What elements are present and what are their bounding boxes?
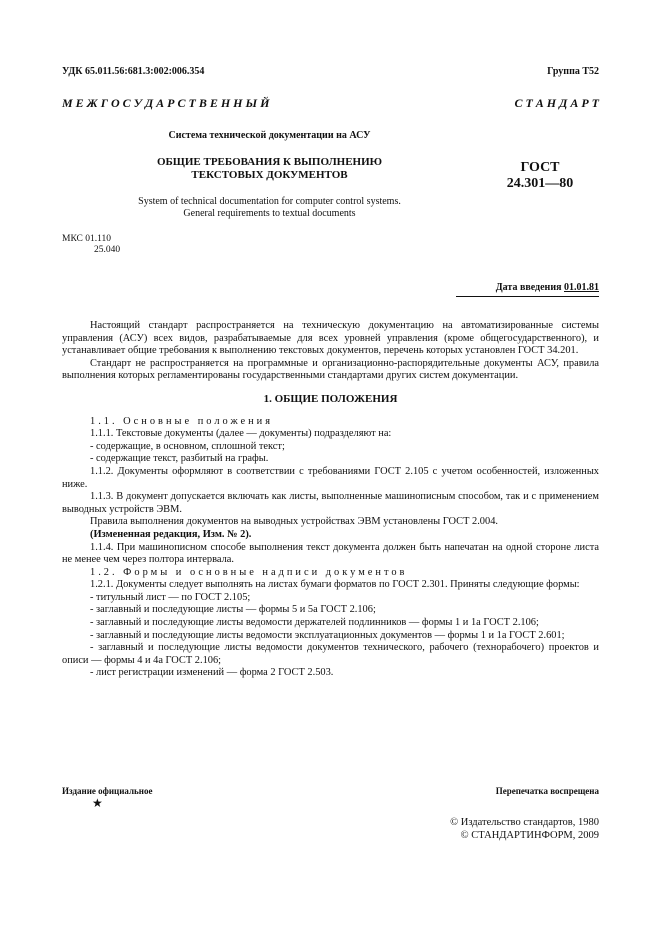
clause-1-2-1: 1.2.1. Документы следует выполнять на листах бумаги форматов по ГОСТ 2.301. Приняты следующие формы: — [90, 579, 580, 591]
system-name: Система технической документации на АСУ — [168, 130, 371, 141]
intro-paragraph-2: Стандарт не распространяется на программные и организационно-распорядительные документы АСУ, правила выполнения которых регламентированы государственными стандартами других систем документации. — [62, 357, 599, 382]
gost-label: ГОСТ — [520, 160, 560, 175]
list-item: - заглавный и последующие листы — формы 5 и 5а ГОСТ 2.106; — [90, 604, 376, 616]
list-item: - заглавный и последующие листы ведомости документов технического, рабочего (технорабочего) проектов и описи — формы 4 и 4а ГОСТ 2.106; — [62, 642, 599, 666]
copyright-line-2: © СТАНДАРТИНФОРМ, 2009 — [460, 830, 599, 841]
copyright-block — [450, 816, 599, 842]
date-value: 01.01.81 — [564, 282, 599, 293]
list-item: - содержащие, в основном, сплошной текст; — [90, 440, 285, 452]
list-item: - заглавный и последующие листы ведомости эксплуатационных документов — формы 1 и 1а ГОСТ 2.601; — [90, 629, 565, 641]
copyright-line-1: © Издательство стандартов, 1980 — [450, 817, 599, 828]
list-item: - лист регистрации изменений — форма 2 ГОСТ 2.503. — [90, 667, 334, 679]
english-line-2: General requirements to textual documents — [183, 208, 356, 219]
clause-1-1-4: 1.1.4. При машинописном способе выполнения текст документа должен быть напечатан на одной стороне листа не менее чем через полтора интервала. — [62, 541, 599, 566]
clause-1-1-1: 1.1.1. Текстовые документы (далее — документы) подразделяют на: — [90, 428, 392, 440]
clause-1-1: 1.1. Основные положения — [90, 415, 274, 427]
english-line-1: System of technical documentation for computer control systems. — [138, 196, 401, 207]
list-item: - титульный лист — по ГОСТ 2.105; — [90, 591, 251, 603]
udk-code: УДК 65.011.56:681.3:002:006.354 — [62, 66, 205, 77]
intro-paragraph-1: Настоящий стандарт распространяется на техническую документацию на автоматизированные системы управления (АСУ) всех видов, разрабатываемые для всех уровней управления (кроме общегосударственного), и устанавливает общие требования к выполнению текстовых документов, перечень которых установлен ГОСТ 34.201. — [62, 320, 599, 357]
divider-line — [456, 296, 599, 297]
english-title — [62, 196, 477, 220]
clause-1-1-3: 1.1.3. В документ допускается включать как листы, выполненные машинописным способом, так и с применением выводных устройств ЭВМ. — [62, 491, 599, 515]
clause-1-2: 1.2. Формы и основные надписи документов — [90, 566, 408, 578]
star-icon: ★ — [92, 796, 103, 810]
group-code: Группа Т52 — [547, 66, 599, 77]
list-item: - содержащие текст, разбитый на графы. — [90, 453, 269, 465]
banner-left: М Е Ж Г О С У Д А Р С Т В Е Н Н Ы Й — [62, 96, 270, 110]
interstate-standard-banner — [62, 96, 599, 112]
document-body — [62, 320, 599, 680]
amendment-note: (Измененная редакция, Изм. № 2). — [90, 528, 252, 540]
clause-1-1-2: 1.1.2. Документы оформляют в соответствии с требованиями ГОСТ 2.105 с учетом особенностей, изложенных ниже. — [62, 465, 599, 490]
date-label: Дата введения — [495, 282, 562, 293]
section-heading-1: 1. ОБЩИЕ ПОЛОЖЕНИЯ — [263, 392, 398, 405]
mks-line-1: МКС 01.110 — [62, 234, 112, 244]
introduction-date — [496, 282, 599, 293]
list-item: - заглавный и последующие листы ведомости держателей подлинников — формы 1 и 1а ГОСТ 2.106; — [90, 617, 539, 629]
gost-number — [480, 160, 600, 192]
title-line-1: ОБЩИЕ ТРЕБОВАНИЯ К ВЫПОЛНЕНИЮ — [156, 156, 383, 168]
banner-right: С Т А Н Д А Р Т — [514, 96, 599, 110]
official-edition: Издание официальное — [62, 786, 153, 796]
clause-1-1-3-rules: Правила выполнения документов на выводных устройствах ЭВМ установлены ГОСТ 2.004. — [90, 516, 498, 528]
reprint-prohibited: Перепечатка воспрещена — [495, 786, 599, 796]
document-title — [62, 156, 477, 182]
mks-codes — [62, 234, 120, 256]
mks-line-2: 25.040 — [94, 245, 121, 255]
title-line-2: ТЕКСТОВЫХ ДОКУМЕНТОВ — [191, 169, 348, 181]
gost-code: 24.301—80 — [506, 176, 574, 191]
